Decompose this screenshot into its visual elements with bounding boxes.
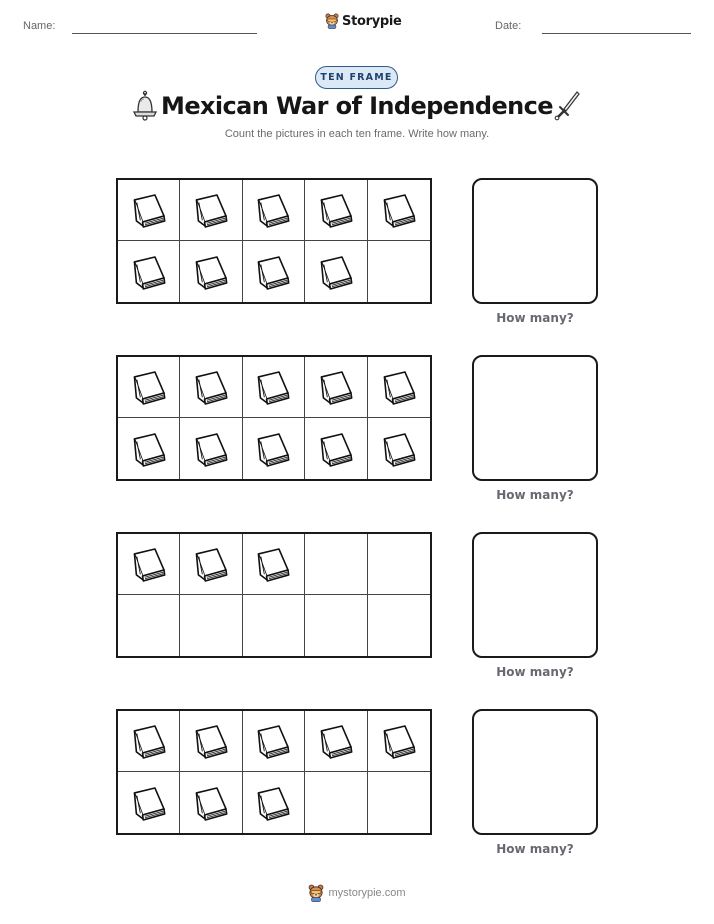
ten-frame-cell-empty [368, 241, 430, 302]
book-icon [127, 719, 171, 763]
book-icon [251, 719, 295, 763]
how-many-label: How many? [496, 488, 574, 502]
ten-frame-cell-empty [243, 595, 305, 656]
book-icon [377, 719, 421, 763]
bear-mascot-icon [308, 884, 324, 902]
ten-frame-cell-empty [118, 595, 180, 656]
answer-box-3[interactable] [472, 532, 598, 658]
ten-frame-cell-filled [305, 241, 367, 302]
ten-frame-cell-filled [118, 534, 180, 595]
ten-frame-cell-filled [118, 711, 180, 772]
ten-frame-cell-filled [368, 357, 430, 418]
ten-frame-cell-filled [243, 418, 305, 479]
book-icon [314, 427, 358, 471]
book-icon [377, 427, 421, 471]
name-label: Name: [23, 20, 56, 32]
book-icon [314, 188, 358, 232]
ten-frame-cell-filled [118, 180, 180, 241]
ten-frame-cell-empty [368, 772, 430, 833]
ten-frame-cell-filled [118, 418, 180, 479]
book-icon [377, 188, 421, 232]
ten-frame-cell-filled [243, 772, 305, 833]
ten-frame-cell-empty [305, 534, 367, 595]
ten-frame-cell-filled [368, 711, 430, 772]
ten-frame-cell-filled [305, 180, 367, 241]
ten-frame-cell-filled [243, 534, 305, 595]
ten-frame-cell-filled [243, 711, 305, 772]
book-icon [314, 250, 358, 294]
date-label: Date: [495, 20, 522, 32]
book-icon [189, 427, 233, 471]
ten-frame-cell-filled [180, 534, 242, 595]
book-icon [189, 781, 233, 825]
ten-frame-cell-filled [180, 241, 242, 302]
book-icon [251, 542, 295, 586]
ten-frame-cell-filled [243, 241, 305, 302]
ten-frame-cell-filled [180, 711, 242, 772]
ten-frame-cell-empty [305, 772, 367, 833]
book-icon [189, 250, 233, 294]
ten-frame-cell-filled [118, 357, 180, 418]
ten-frame-cell-filled [118, 241, 180, 302]
book-icon [189, 365, 233, 409]
ten-frame-3 [116, 532, 432, 658]
book-icon [251, 250, 295, 294]
book-icon [127, 781, 171, 825]
book-icon [127, 542, 171, 586]
ten-frame-cell-filled [368, 418, 430, 479]
ten-frame-cell-filled [305, 418, 367, 479]
book-icon [251, 427, 295, 471]
answer-box-2[interactable] [472, 355, 598, 481]
book-icon [251, 781, 295, 825]
ten-frame-cell-empty [180, 595, 242, 656]
ten-frame-cell-filled [118, 772, 180, 833]
book-icon [251, 188, 295, 232]
footer-url: mystorypie.com [328, 887, 406, 899]
answer-box-4[interactable] [472, 709, 598, 835]
book-icon [251, 365, 295, 409]
ten-frame-cell-filled [243, 180, 305, 241]
book-icon [377, 365, 421, 409]
book-icon [127, 427, 171, 471]
ten-frame-cell-filled [368, 180, 430, 241]
worksheet-type-badge: TEN FRAME [315, 66, 398, 89]
ten-frame-cell-filled [180, 772, 242, 833]
ten-frame-cell-filled [180, 357, 242, 418]
ten-frame-1 [116, 178, 432, 304]
ten-frame-4 [116, 709, 432, 835]
book-icon [189, 719, 233, 763]
name-field-line[interactable] [72, 33, 257, 34]
book-icon [189, 542, 233, 586]
sword-icon [553, 90, 581, 122]
ten-frame-cell-filled [180, 418, 242, 479]
book-icon [189, 188, 233, 232]
ten-frame-cell-filled [305, 711, 367, 772]
instructions: Count the pictures in each ten frame. Write how many. [224, 128, 490, 140]
answer-box-1[interactable] [472, 178, 598, 304]
footer [0, 884, 714, 902]
ten-frame-cell-filled [243, 357, 305, 418]
how-many-label: How many? [496, 665, 574, 679]
book-icon [314, 365, 358, 409]
brand-logo [325, 13, 402, 29]
page-title: Mexican War of Independence [161, 92, 553, 120]
ten-frame-cell-filled [180, 180, 242, 241]
ten-frame-2 [116, 355, 432, 481]
how-many-label: How many? [496, 311, 574, 325]
book-icon [127, 365, 171, 409]
book-icon [127, 250, 171, 294]
ten-frame-cell-filled [305, 357, 367, 418]
book-icon [314, 719, 358, 763]
brand-name: Storypie [342, 13, 402, 29]
bear-mascot-icon [325, 13, 339, 29]
book-icon [127, 188, 171, 232]
ten-frame-cell-empty [368, 534, 430, 595]
how-many-label: How many? [496, 842, 574, 856]
ten-frame-cell-empty [368, 595, 430, 656]
ten-frame-cell-empty [305, 595, 367, 656]
date-field-line[interactable] [542, 33, 691, 34]
